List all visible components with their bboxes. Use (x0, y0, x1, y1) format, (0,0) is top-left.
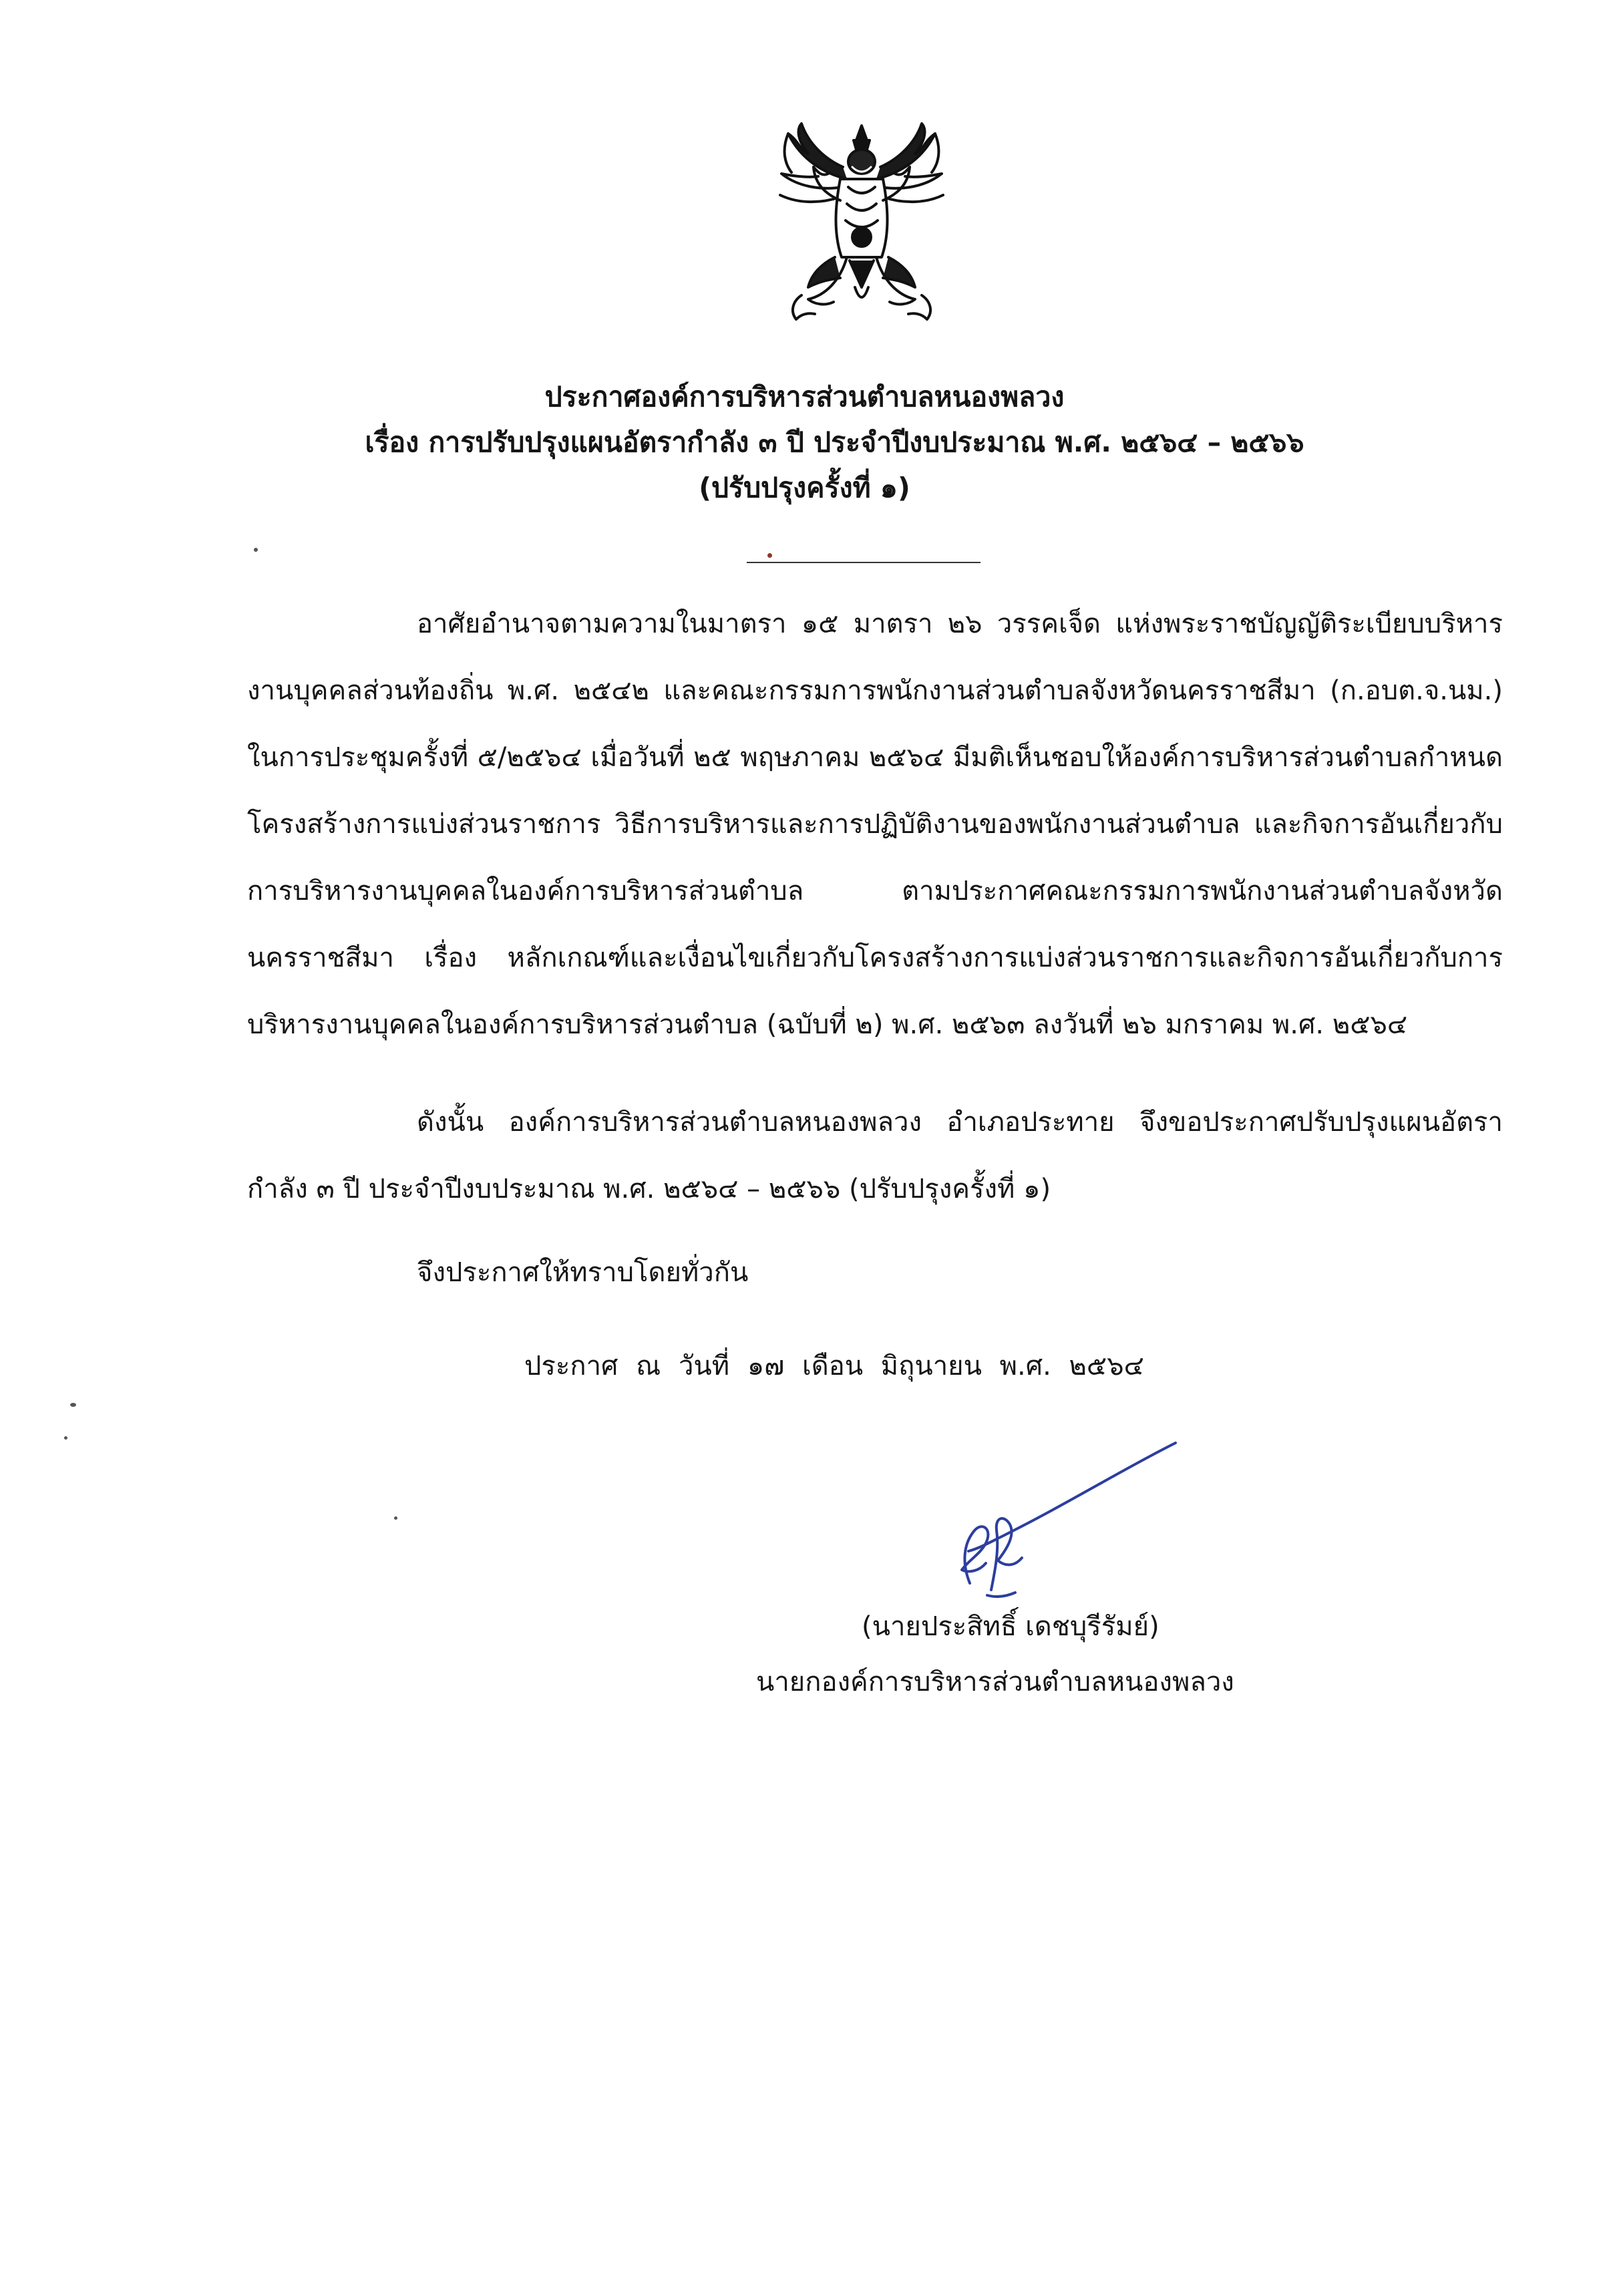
paragraph-1-text: อาศัยอำนาจตามความในมาตรา ๑๕ มาตรา ๒๖ วรรคเจ็ด แห่งพระราชบัญญัติระเบียบบริหารงานบุคคลส่วนท้องถิ่น พ.ศ. ๒๕๔๒ และคณะกรรมการพนักงานส่วนตำบลจังหวัดนครราชสีมา (ก.อบต.จ.นม.) ในการประชุมครั้งที่ ๕/๒๕๖๔ เมื่อวันที่ ๒๕ พฤษภาคม ๒๕๖๔ มีมติเห็นชอบให้องค์การบริหารส่วนตำบลกำหนดโครงสร้างการแบ่งส่วนราชการ วิธีการบริหารและการปฏิบัติงานของพนักงานส่วนตำบล และกิจการอันเกี่ยวกับการบริหารงานบุคคลในองค์การบริหารส่วนตำบล ตามประกาศคณะกรรมการพนักงานส่วนตำบลจังหวัดนครราชสีมา เรื่อง หลักเกณฑ์และเงื่อนไขเกี่ยวกับโครงสร้างการแบ่งส่วนราชการและกิจการอันเกี่ยวกับการบริหารงานบุคคลในองค์การบริหารส่วนตำบล (ฉบับที่ ๒) พ.ศ. ๒๕๖๓ ลงวันที่ ๒๖ มกราคม พ.ศ. ๒๕๖๔ (247, 609, 1503, 1040)
handwritten-signature-icon (922, 1430, 1182, 1617)
title-divider (747, 562, 980, 563)
garuda-emblem-icon (761, 120, 962, 341)
signer-name: (นายประสิทธิ์ เดชบุรีรัมย์) (862, 1611, 1159, 1642)
signer-position: นายกองค์การบริหารส่วนตำบลหนองพลวง (756, 1667, 1234, 1697)
scan-speck (64, 1436, 67, 1440)
title-line-1: ประกาศองค์การบริหารส่วนตำบลหนองพลวง (544, 381, 1065, 413)
body-paragraph-2 (247, 1089, 1503, 1222)
scan-speck (254, 548, 258, 552)
scan-speck (394, 1516, 397, 1520)
title-line-3: (ปรับปรุงครั้งที่ ๑) (699, 472, 910, 504)
announcement-title (0, 374, 1609, 510)
paragraph-2-text: ดังนั้น องค์การบริหารส่วนตำบลหนองพลวง อำเภอประทาย จึงขอประกาศปรับปรุงแผนอัตรากำลัง ๓ ปี ประจำปีงบประมาณ พ.ศ. ๒๕๖๔ – ๒๕๖๖ (ปรับปรุงครั้งที่ ๑) (247, 1107, 1503, 1204)
title-line-2: เรื่อง การปรับปรุงแผนอัตรากำลัง ๓ ปี ประจำปีงบประมาณ พ.ศ. ๒๕๖๔ – ๒๕๖๖ (365, 426, 1304, 458)
ink-dot (767, 553, 772, 558)
body-paragraph-1 (247, 591, 1503, 1058)
scan-speck (70, 1403, 76, 1407)
announcement-date: ประกาศ ณ วันที่ ๑๗ เดือน มิถุนายน พ.ศ. ๒๕๖๔ (524, 1351, 1144, 1381)
closing-statement: จึงประกาศให้ทราบโดยทั่วกัน (417, 1257, 749, 1288)
